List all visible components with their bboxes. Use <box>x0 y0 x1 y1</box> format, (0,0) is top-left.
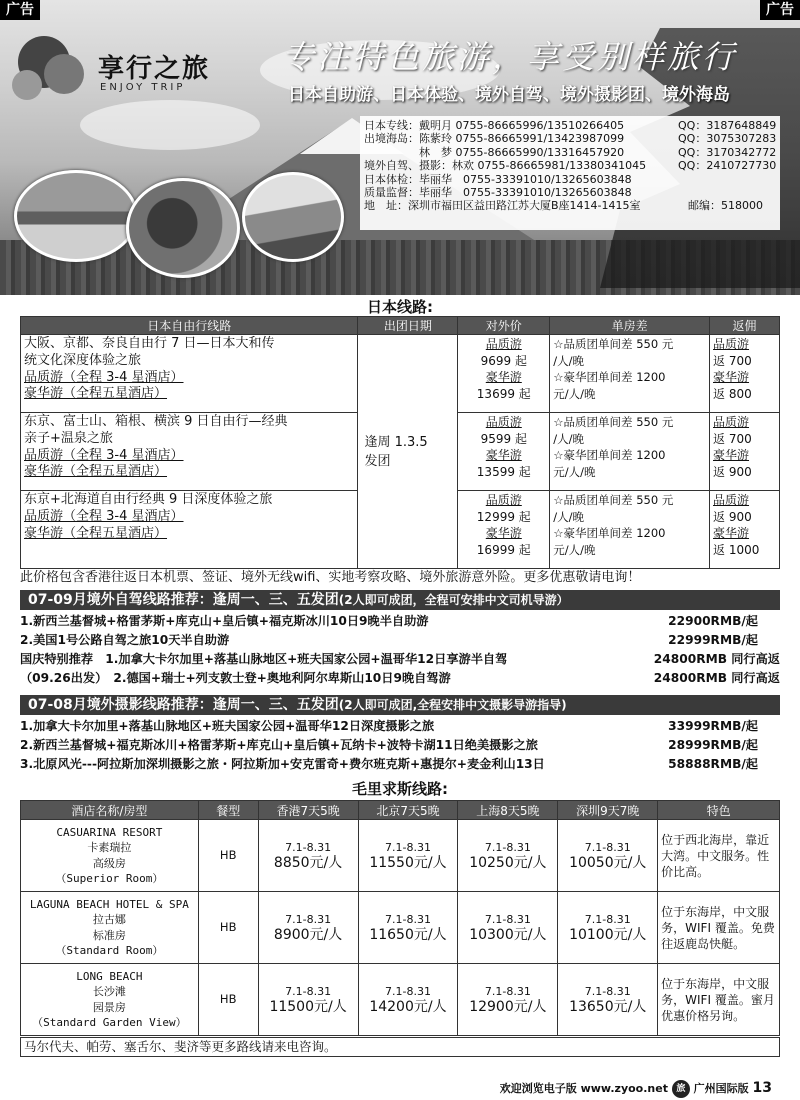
hotel-cell <box>21 820 199 892</box>
contact-row <box>364 173 776 186</box>
column-header: 出团日期 <box>358 317 458 335</box>
room-type: 高级房 <box>92 856 126 870</box>
photo-bar <box>20 695 780 715</box>
hotel-name-cn: 长沙滩 <box>92 985 126 999</box>
route-option: 品质游（全程 3-4 星酒店） <box>24 508 184 524</box>
table-header-row <box>21 317 780 335</box>
column-header: 北京7天5晚 <box>358 801 458 820</box>
slogan: 专注特色旅游，享受别样旅行 <box>282 38 738 76</box>
mauritius-hotels-table <box>20 800 780 1036</box>
price-value: 8900元/人 <box>273 926 343 943</box>
route-title: 东京、富士山、箱根、横滨 9 日自由行—经典 <box>24 414 288 429</box>
date-range: 7.1-8.31 <box>384 913 431 926</box>
brand-name-en: ENJOY TRIP <box>100 82 186 93</box>
footer-line <box>500 1080 772 1098</box>
contact-box <box>360 116 780 230</box>
single-supplement-cell <box>550 491 710 569</box>
hotel-cell <box>21 964 199 1036</box>
price-label: 豪华游 <box>485 370 522 385</box>
japan-routes-table <box>20 316 780 569</box>
route-cell <box>21 335 358 413</box>
supplement-text: ☆品质团单间差 550 元 <box>553 415 674 429</box>
photo-bar-title: 07-08月境外摄影线路推荐：逢周一、三、五发团 <box>28 697 339 713</box>
price-value: 14200元/人 <box>369 998 447 1015</box>
price-cell <box>358 892 458 964</box>
date-range: 7.1-8.31 <box>584 841 631 854</box>
table-row <box>21 820 780 892</box>
price-value: 11500元/人 <box>269 998 347 1015</box>
meal-cell: HB <box>198 892 258 964</box>
selfdrive-bar-title: 07-09月境外自驾线路推荐：逢周一、三、五发团 <box>28 592 339 608</box>
route-title: 大阪、京都、奈良自由行 7 日—日本大和传 <box>24 336 275 351</box>
list-item <box>20 717 780 736</box>
rebate-value: 返 900 <box>713 509 752 524</box>
table-row <box>21 964 780 1036</box>
price-cell <box>558 892 658 964</box>
hotel-name-en: LONG BEACH <box>76 969 143 983</box>
hotel-name-en: LAGUNA BEACH HOTEL & SPA <box>29 897 189 911</box>
rebate-value: 返 900 <box>713 464 752 479</box>
column-header: 香港7天5晚 <box>258 801 358 820</box>
route-option: 品质游（全程 3-4 星酒店） <box>24 447 184 463</box>
column-header: 返佣 <box>710 317 780 335</box>
supplement-text: ☆品质团单间差 550 元 <box>553 337 674 351</box>
price-value: 10300元/人 <box>469 926 547 943</box>
column-header: 日本自由行线路 <box>21 317 358 335</box>
price-cell <box>358 820 458 892</box>
list-item <box>20 612 780 631</box>
supplement-text: /人/晚 <box>553 431 584 446</box>
page-number: 13 <box>752 1080 772 1096</box>
price-value: 11650元/人 <box>369 926 447 943</box>
supplement-text: 元/人/晚 <box>553 464 596 479</box>
route-price: 24800RMB 同行高返 <box>653 652 780 666</box>
route-text: 1.新西兰基督城+格雷茅斯+库克山+皇后镇+福克斯冰川10日9晚半自助游 <box>20 614 429 628</box>
price-cell <box>358 964 458 1036</box>
contact-text: 日本体检：毕丽华 0755-33391010/13265603848 <box>364 172 632 186</box>
column-header: 单房差 <box>550 317 710 335</box>
rebate-label: 豪华游 <box>713 448 750 463</box>
route-cell <box>21 491 358 569</box>
supplement-text: ☆豪华团单间差 1200 <box>553 448 666 463</box>
contact-row <box>364 132 776 145</box>
contact-postcode: 邮编：518000 <box>688 199 763 213</box>
column-header: 上海8天5晚 <box>458 801 558 820</box>
bay-photo <box>126 178 240 278</box>
route-text: 1.加拿大卡尔加里+落基山脉地区+班夫国家公园+温哥华12日深度摄影之旅 <box>20 719 435 733</box>
contact-row <box>364 186 776 199</box>
ad-label-left: 广告 <box>0 0 40 20</box>
route-price: 22900RMB/起 <box>668 614 758 628</box>
date-range: 7.1-8.31 <box>584 985 631 998</box>
route-option: 豪华游（全程五星酒店） <box>24 386 168 402</box>
route-price: 58888RMB/起 <box>668 757 758 771</box>
room-type-en: （Standard Room） <box>55 943 164 957</box>
photo-bar-note: (2人即可成团,全程安排中文摄影导游指导) <box>338 698 567 712</box>
selfdrive-bar-note: (2人即可成团，全程可安排中文司机导游） <box>338 593 569 607</box>
route-title: 统文化深度体验之旅 <box>24 352 142 368</box>
route-cell <box>21 413 358 491</box>
rebate-label: 豪华游 <box>713 526 750 541</box>
route-text: 2.新西兰基督城+福克斯冰川+格雷茅斯+库克山+皇后镇+瓦纳卡+波特卡湖11日绝美摄影之旅 <box>20 738 538 752</box>
price-cell <box>458 892 558 964</box>
rebate-value: 返 700 <box>713 353 752 368</box>
column-header: 对外价 <box>458 317 550 335</box>
contact-row <box>364 199 776 212</box>
supplement-text: 元/人/晚 <box>553 386 596 401</box>
contact-row <box>364 119 776 132</box>
feature-cell: 位于东海岸，中文服务，WIFI 覆盖。免费往返鹿岛快艇。 <box>658 892 780 964</box>
services-list: 日本自助游、日本体验、境外自驾、境外摄影团、境外海岛 <box>288 85 730 105</box>
date-range: 7.1-8.31 <box>584 913 631 926</box>
list-item <box>20 650 780 669</box>
price-cell <box>458 335 550 413</box>
price-label: 品质游 <box>485 493 522 507</box>
hotel-cell <box>21 892 199 964</box>
date-range: 7.1-8.31 <box>484 913 531 926</box>
footer-website[interactable]: 欢迎浏览电子版 www.zyoo.net <box>499 1082 668 1095</box>
edition-name: 广州国际版 <box>693 1082 749 1095</box>
rebate-label: 品质游 <box>713 493 750 507</box>
price-value: 10050元/人 <box>569 854 647 871</box>
price-value: 13699 起 <box>476 386 531 401</box>
route-option: 品质游（全程 3-4 星酒店） <box>24 369 184 385</box>
hotel-name-cn: 拉古娜 <box>92 913 126 927</box>
route-title: 亲子+温泉之旅 <box>24 430 113 446</box>
edition-badge-icon: 旅 <box>672 1080 690 1098</box>
room-type: 标准房 <box>92 928 126 942</box>
contact-qq: QQ：3170342772 <box>678 145 777 159</box>
list-item <box>20 736 780 755</box>
meal-cell: HB <box>198 964 258 1036</box>
departure-date: 逢周 1.3.5 发团 <box>364 434 428 469</box>
route-price: 33999RMB/起 <box>668 719 758 733</box>
room-type-en: （Superior Room） <box>55 871 164 885</box>
price-cell <box>458 413 550 491</box>
date-range: 7.1-8.31 <box>285 841 332 854</box>
price-value: 12900元/人 <box>469 998 547 1015</box>
balloon-logo-icon <box>12 32 88 108</box>
price-label: 品质游 <box>485 337 522 351</box>
date-range: 7.1-8.31 <box>484 841 531 854</box>
column-header: 特色 <box>658 801 780 820</box>
hotel-name-cn: 卡素瑞拉 <box>87 841 132 855</box>
room-type: 园景房 <box>92 1000 126 1014</box>
price-value: 13650元/人 <box>569 998 647 1015</box>
japan-section-title: 日本线路: <box>367 298 433 316</box>
single-supplement-cell <box>550 413 710 491</box>
coast-photo <box>242 172 344 262</box>
more-routes-note: 马尔代夫、帕劳、塞舌尔、斐济等更多路线请来电咨询。 <box>20 1037 780 1057</box>
column-header: 深圳9天7晚 <box>558 801 658 820</box>
ad-label-right: 广告 <box>760 0 800 20</box>
date-range: 7.1-8.31 <box>285 913 332 926</box>
hotel-name-en: CASUARINA RESORT <box>56 825 163 839</box>
contact-address: 地 址：深圳市福田区益田路江苏大厦B座1414-1415室 <box>364 199 641 213</box>
supplement-text: 元/人/晚 <box>553 542 596 557</box>
price-cell <box>558 964 658 1036</box>
price-value: 11550元/人 <box>369 854 447 871</box>
route-option: 豪华游（全程五星酒店） <box>24 464 168 480</box>
contact-qq: QQ：2410727730 <box>678 159 777 173</box>
brand-logo <box>12 32 212 112</box>
price-cell <box>258 964 358 1036</box>
date-range: 7.1-8.31 <box>285 985 332 998</box>
table-row <box>21 892 780 964</box>
rebate-cell <box>710 491 780 569</box>
rebate-label: 豪华游 <box>713 370 750 385</box>
contact-row <box>364 146 776 159</box>
price-value: 9699 起 <box>480 353 527 368</box>
date-range: 7.1-8.31 <box>484 985 531 998</box>
contact-qq: QQ：3187648849 <box>678 119 777 132</box>
mauritius-section-title: 毛里求斯线路: <box>352 780 448 798</box>
meal-cell: HB <box>198 820 258 892</box>
supplement-text: ☆品质团单间差 550 元 <box>553 493 674 507</box>
route-text: 国庆特别推荐 1.加拿大卡尔加里+落基山脉地区+班夫国家公园+温哥华12日享游半自驾 <box>20 652 508 666</box>
price-label: 品质游 <box>485 415 522 429</box>
route-text: （09.26出发） 2.德国+瑞士+列支敦士登+奥地利阿尔卑斯山10日9晚自驾游 <box>20 671 451 685</box>
price-cell <box>458 964 558 1036</box>
rebate-value: 返 700 <box>713 431 752 446</box>
supplement-text: /人/晚 <box>553 353 584 368</box>
price-value: 10100元/人 <box>569 926 647 943</box>
feature-cell: 位于东海岸，中文服务，WIFI 覆盖。蜜月优惠价格另询。 <box>658 964 780 1036</box>
price-value: 10250元/人 <box>469 854 547 871</box>
table-row <box>21 335 780 413</box>
price-inclusion-note: 此价格包含香港往返日本机票、签证、境外无线wifi、实地考察攻略、境外旅游意外险。更多优惠敬请电询！ <box>20 570 641 585</box>
route-title: 东京+北海道自由行经典 9 日深度体验之旅 <box>24 492 273 507</box>
page-footer <box>0 1070 800 1100</box>
ad-banner <box>0 0 800 295</box>
rebate-cell <box>710 413 780 491</box>
selfdrive-route-list <box>20 612 780 688</box>
contact-text: 林 梦 0755-86665990/13316457920 <box>364 145 625 159</box>
price-value: 16999 起 <box>476 542 531 557</box>
rebate-value: 返 1000 <box>713 542 760 557</box>
contact-qq: QQ：3075307283 <box>678 132 777 146</box>
contact-text: 日本专线：戴明月 0755-86665996/13510266405 <box>364 119 625 132</box>
price-value: 13599 起 <box>476 464 531 479</box>
rebate-label: 品质游 <box>713 337 750 351</box>
beach-photo <box>14 170 138 262</box>
price-value: 8850元/人 <box>273 854 343 871</box>
list-item <box>20 669 780 688</box>
price-cell <box>458 491 550 569</box>
feature-cell: 位于西北海岸，靠近大湾。中文服务。性价比高。 <box>658 820 780 892</box>
contact-text: 质量监督：毕丽华 0755-33391010/13265603848 <box>364 185 632 199</box>
price-cell <box>258 820 358 892</box>
column-header: 酒店名称/房型 <box>21 801 199 820</box>
date-range: 7.1-8.31 <box>384 985 431 998</box>
supplement-text: /人/晚 <box>553 509 584 524</box>
room-type-en: （Standard Garden View） <box>32 1015 187 1029</box>
list-item <box>20 755 780 774</box>
brand-name: 享行之旅 <box>98 54 211 84</box>
contact-row <box>364 159 776 172</box>
price-cell <box>558 820 658 892</box>
selfdrive-bar <box>20 590 780 610</box>
price-label: 豪华游 <box>485 448 522 463</box>
route-text: 2.美国1号公路自驾之旅10天半自助游 <box>20 633 230 647</box>
rebate-label: 品质游 <box>713 415 750 429</box>
price-label: 豪华游 <box>485 526 522 541</box>
route-price: 24800RMB 同行高返 <box>653 671 780 685</box>
column-header: 餐型 <box>198 801 258 820</box>
supplement-text: ☆豪华团单间差 1200 <box>553 526 666 541</box>
price-cell <box>258 892 358 964</box>
price-value: 12999 起 <box>476 509 531 524</box>
price-value: 9599 起 <box>480 431 527 446</box>
date-range: 7.1-8.31 <box>384 841 431 854</box>
contact-text: 出境海岛：陈紫玲 0755-86665991/13423987099 <box>364 132 625 146</box>
route-price: 22999RMB/起 <box>668 633 758 647</box>
rebate-value: 返 800 <box>713 386 752 401</box>
photo-route-list <box>20 717 780 774</box>
contact-text: 境外自驾、摄影：林欢 0755-86665981/13380341045 <box>364 159 647 173</box>
list-item <box>20 631 780 650</box>
route-text: 3.北原风光---阿拉斯加深圳摄影之旅・阿拉斯加+安克雷奇+费尔班克斯+惠提尔+麦金利山13日 <box>20 757 545 771</box>
rebate-cell <box>710 335 780 413</box>
supplement-text: ☆豪华团单间差 1200 <box>553 370 666 385</box>
table-header-row <box>21 801 780 820</box>
departure-date-cell <box>358 335 458 569</box>
single-supplement-cell <box>550 335 710 413</box>
route-option: 豪华游（全程五星酒店） <box>24 525 168 541</box>
price-cell <box>458 820 558 892</box>
route-price: 28999RMB/起 <box>668 738 758 752</box>
